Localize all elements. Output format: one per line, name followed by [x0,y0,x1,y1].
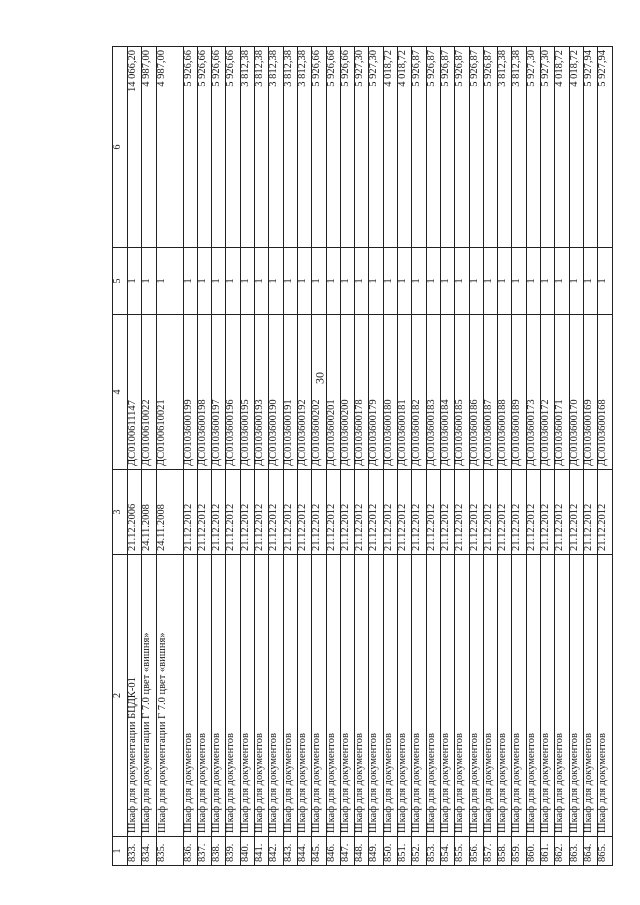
table-row [440,47,454,866]
amount-cell: 3 812,38 [283,47,297,248]
table-row [255,47,269,866]
amount-cell: 5 926,66 [312,47,326,248]
amount-cell: 4 018,72 [383,47,397,248]
amount-cell: 5 927,30 [369,47,383,248]
item-name-cell: Шкаф для документов [469,555,483,837]
quantity-cell: 1 [398,248,412,315]
quantity-cell: 1 [340,248,354,315]
quantity-cell: 1 [197,248,211,315]
inventory-number-cell: ДС0103600170 [569,315,583,470]
inventory-number-cell: ДС0103600190 [269,315,283,470]
item-name-cell: Шкаф для документов [541,555,555,837]
amount-cell: 14 066,20 [128,47,142,248]
table-row [541,47,555,866]
item-name-cell: Шкаф для документов [426,555,440,837]
acquisition-date-cell: 21.12.2012 [555,470,569,555]
inventory-number-cell: ДС0103600197 [212,315,226,470]
table-row [283,47,297,866]
acquisition-date-cell: 24.11.2008 [156,470,183,555]
inventory-number-cell: ДС0103600188 [498,315,512,470]
table-row [226,47,240,866]
table-row [156,47,183,866]
acquisition-date-cell: 21.12.2012 [312,470,326,555]
table-row [326,47,340,866]
quantity-cell: 1 [498,248,512,315]
amount-cell: 4 018,72 [555,47,569,248]
row-number-cell: 838. [212,837,226,866]
acquisition-date-cell: 21.12.2012 [297,470,311,555]
amount-cell: 5 926,87 [455,47,469,248]
acquisition-date-cell: 21.12.2012 [383,470,397,555]
quantity-cell: 1 [512,248,526,315]
acquisition-date-cell: 21.12.2012 [440,470,454,555]
item-name-cell: Шкаф для документов [583,555,597,837]
row-number-cell: 857. [483,837,497,866]
item-name-cell: Шкаф для документов [569,555,583,837]
item-name-cell: Шкаф для документов [183,555,197,837]
amount-cell: 5 927,30 [526,47,540,248]
item-name-cell: Шкаф для документов [598,555,612,837]
row-number-cell: 865. [598,837,612,866]
inventory-number-cell: ДС0100611147 [128,315,142,470]
table-row [240,47,254,866]
table-row [469,47,483,866]
table-row [483,47,497,866]
table-row [512,47,526,866]
amount-cell: 5 926,66 [226,47,240,248]
inventory-number-cell: ДС0103600183 [426,315,440,470]
quantity-cell: 1 [128,248,142,315]
amount-cell: 5 926,87 [426,47,440,248]
row-number-cell: 846. [326,837,340,866]
table-row [312,47,326,866]
inventory-table-region [112,46,612,866]
acquisition-date-cell: 21.12.2012 [398,470,412,555]
table-row [398,47,412,866]
item-name-cell: Шкаф для документов [255,555,269,837]
item-name-cell: Шкаф для документов [340,555,354,837]
row-number-cell: 847. [340,837,354,866]
inventory-number-cell: ДС0103600196 [226,315,240,470]
item-name-cell: Шкаф для документов [555,555,569,837]
acquisition-date-cell: 21.12.2012 [355,470,369,555]
amount-cell: 4 987,00 [156,47,183,248]
table-row [297,47,311,866]
quantity-cell: 1 [283,248,297,315]
quantity-cell: 1 [156,248,183,315]
item-name-cell: Шкаф для документов [512,555,526,837]
item-name-cell: Шкаф для документов [412,555,426,837]
column-header: 1 [113,837,128,866]
row-number-cell: 837. [197,837,211,866]
amount-cell: 4 987,00 [142,47,156,248]
item-name-cell: Шкаф для документов [312,555,326,837]
acquisition-date-cell: 21.12.2012 [226,470,240,555]
quantity-cell: 1 [326,248,340,315]
inventory-number-cell: ДС0103600189 [512,315,526,470]
quantity-cell: 1 [312,248,326,315]
row-number-cell: 851. [398,837,412,866]
table-row [142,47,156,866]
quantity-cell: 1 [142,248,156,315]
inventory-number-cell: ДС0103600178 [355,315,369,470]
inventory-number-cell: ДС0103600184 [440,315,454,470]
inventory-number-cell: ДС0103600179 [369,315,383,470]
table-row [212,47,226,866]
column-header: 6 [113,47,128,248]
acquisition-date-cell: 21.12.2012 [255,470,269,555]
column-header: 2 [113,555,128,837]
acquisition-date-cell: 21.12.2012 [212,470,226,555]
inventory-number-cell: ДС0100610022 [142,315,156,470]
row-number-cell: 860. [526,837,540,866]
item-name-cell: Шкаф для документов [483,555,497,837]
table-header-row [113,47,128,866]
quantity-cell: 1 [555,248,569,315]
row-number-cell: 864. [583,837,597,866]
row-number-cell: 834. [142,837,156,866]
row-number-cell: 849. [369,837,383,866]
inventory-number-cell: ДС0103600180 [383,315,397,470]
inventory-number-cell: ДС0103600187 [483,315,497,470]
quantity-cell: 1 [541,248,555,315]
acquisition-date-cell: 21.12.2012 [483,470,497,555]
row-number-cell: 853. [426,837,440,866]
acquisition-date-cell: 24.11.2008 [142,470,156,555]
rotated-page-content [112,46,612,866]
acquisition-date-cell: 21.12.2012 [598,470,612,555]
acquisition-date-cell: 21.12.2012 [583,470,597,555]
row-number-cell: 852. [412,837,426,866]
amount-cell: 4 018,72 [398,47,412,248]
inventory-number-cell: ДС0103600201 [326,315,340,470]
table-row [183,47,197,866]
acquisition-date-cell: 21.12.2012 [269,470,283,555]
row-number-cell: 856. [469,837,483,866]
table-row [555,47,569,866]
item-name-cell: Шкаф для документов [455,555,469,837]
quantity-cell: 1 [269,248,283,315]
acquisition-date-cell: 21.12.2012 [569,470,583,555]
amount-cell: 5 927,30 [355,47,369,248]
table-row [583,47,597,866]
row-number-cell: 862. [555,837,569,866]
row-number-cell: 858. [498,837,512,866]
amount-cell: 3 812,38 [512,47,526,248]
acquisition-date-cell: 21.12.2012 [498,470,512,555]
row-number-cell: 844. [297,837,311,866]
quantity-cell: 1 [412,248,426,315]
quantity-cell: 1 [455,248,469,315]
page-number: 30 [312,372,327,384]
inventory-number-cell: ДС0103600202 [312,315,326,470]
table-row [569,47,583,866]
table-row [383,47,397,866]
inventory-table [112,46,613,866]
quantity-cell: 1 [355,248,369,315]
inventory-number-cell: ДС0103600173 [526,315,540,470]
quantity-cell: 1 [226,248,240,315]
row-number-cell: 859. [512,837,526,866]
quantity-cell: 1 [297,248,311,315]
row-number-cell: 855. [455,837,469,866]
inventory-number-cell: ДС0103600191 [283,315,297,470]
quantity-cell: 1 [469,248,483,315]
inventory-number-cell: ДС0103600185 [455,315,469,470]
item-name-cell: Шкаф для документов [498,555,512,837]
acquisition-date-cell: 21.12.2012 [426,470,440,555]
quantity-cell: 1 [569,248,583,315]
inventory-number-cell: ДС0103600168 [598,315,612,470]
inventory-number-cell: ДС0103600182 [412,315,426,470]
row-number-cell: 833. [128,837,142,866]
item-name-cell: Шкаф для документов [440,555,454,837]
amount-cell: 5 927,94 [598,47,612,248]
table-row [526,47,540,866]
quantity-cell: 1 [183,248,197,315]
item-name-cell: Шкаф для документов [526,555,540,837]
item-name-cell: Шкаф для документов [369,555,383,837]
inventory-number-cell: ДС0103600171 [555,315,569,470]
item-name-cell: Шкаф для документации БЦДК-01 [128,555,142,837]
acquisition-date-cell: 21.12.2012 [326,470,340,555]
quantity-cell: 1 [598,248,612,315]
acquisition-date-cell: 21.12.2012 [541,470,555,555]
table-row [269,47,283,866]
inventory-number-cell: ДС0100610021 [156,315,183,470]
inventory-number-cell: ДС0103600195 [240,315,254,470]
quantity-cell: 1 [255,248,269,315]
acquisition-date-cell: 21.12.2012 [240,470,254,555]
quantity-cell: 1 [383,248,397,315]
amount-cell: 5 926,87 [412,47,426,248]
acquisition-date-cell: 21.12.2012 [369,470,383,555]
item-name-cell: Шкаф для документов [240,555,254,837]
amount-cell: 3 812,38 [498,47,512,248]
quantity-cell: 1 [583,248,597,315]
row-number-cell: 845. [312,837,326,866]
table-row [340,47,354,866]
row-number-cell: 835. [156,837,183,866]
amount-cell: 5 927,94 [583,47,597,248]
row-number-cell: 839. [226,837,240,866]
amount-cell: 4 018,72 [569,47,583,248]
column-header: 4 [113,315,128,470]
amount-cell: 5 926,66 [340,47,354,248]
acquisition-date-cell: 21.12.2012 [412,470,426,555]
amount-cell: 3 812,38 [240,47,254,248]
acquisition-date-cell: 21.12.2012 [183,470,197,555]
row-number-cell: 863. [569,837,583,866]
item-name-cell: Шкаф для документов [226,555,240,837]
acquisition-date-cell: 21.12.2012 [455,470,469,555]
acquisition-date-cell: 21.12.2012 [340,470,354,555]
acquisition-date-cell: 21.12.2012 [469,470,483,555]
row-number-cell: 848. [355,837,369,866]
table-row [498,47,512,866]
acquisition-date-cell: 21.12.2012 [512,470,526,555]
item-name-cell: Шкаф для документов [326,555,340,837]
amount-cell: 5 926,66 [183,47,197,248]
column-header: 3 [113,470,128,555]
table-row [455,47,469,866]
quantity-cell: 1 [483,248,497,315]
item-name-cell: Шкаф для документов [212,555,226,837]
row-number-cell: 842. [269,837,283,866]
table-row [598,47,612,866]
amount-cell: 5 927,30 [541,47,555,248]
row-number-cell: 836. [183,837,197,866]
quantity-cell: 1 [212,248,226,315]
acquisition-date-cell: 21.12.2012 [283,470,297,555]
inventory-number-cell: ДС0103600169 [583,315,597,470]
item-name-cell: Шкаф для документов [269,555,283,837]
item-name-cell: Шкаф для документации Г 7.0 цвет «вишня» [156,555,183,837]
column-header: 5 [113,248,128,315]
acquisition-date-cell: 21.12.2012 [526,470,540,555]
item-name-cell: Шкаф для документов [283,555,297,837]
table-body [128,47,613,866]
quantity-cell: 1 [526,248,540,315]
row-number-cell: 843. [283,837,297,866]
amount-cell: 5 926,66 [197,47,211,248]
amount-cell: 5 926,87 [440,47,454,248]
inventory-number-cell: ДС0103600200 [340,315,354,470]
acquisition-date-cell: 21.12.2012 [197,470,211,555]
table-row [426,47,440,866]
table-row [197,47,211,866]
item-name-cell: Шкаф для документов [197,555,211,837]
inventory-number-cell: ДС0103600172 [541,315,555,470]
table-row [355,47,369,866]
table-row [369,47,383,866]
row-number-cell: 854. [440,837,454,866]
row-number-cell: 850. [383,837,397,866]
acquisition-date-cell: 21.12.2006 [128,470,142,555]
amount-cell: 3 812,38 [269,47,283,248]
inventory-number-cell: ДС0103600186 [469,315,483,470]
inventory-number-cell: ДС0103600192 [297,315,311,470]
inventory-number-cell: ДС0103600199 [183,315,197,470]
amount-cell: 5 926,87 [469,47,483,248]
inventory-number-cell: ДС0103600193 [255,315,269,470]
amount-cell: 5 926,66 [326,47,340,248]
row-number-cell: 840. [240,837,254,866]
item-name-cell: Шкаф для документов [355,555,369,837]
quantity-cell: 1 [240,248,254,315]
inventory-number-cell: ДС0103600181 [398,315,412,470]
amount-cell: 3 812,38 [255,47,269,248]
quantity-cell: 1 [426,248,440,315]
inventory-number-cell: ДС0103600198 [197,315,211,470]
quantity-cell: 1 [440,248,454,315]
item-name-cell: Шкаф для документов [398,555,412,837]
amount-cell: 5 926,66 [212,47,226,248]
amount-cell: 5 926,87 [483,47,497,248]
table-row [128,47,142,866]
item-name-cell: Шкаф для документов [297,555,311,837]
amount-cell: 3 812,38 [297,47,311,248]
row-number-cell: 841. [255,837,269,866]
item-name-cell: Шкаф для документов [383,555,397,837]
item-name-cell: Шкаф для документации Г 7.0 цвет «вишня» [142,555,156,837]
row-number-cell: 861. [541,837,555,866]
table-row [412,47,426,866]
quantity-cell: 1 [369,248,383,315]
